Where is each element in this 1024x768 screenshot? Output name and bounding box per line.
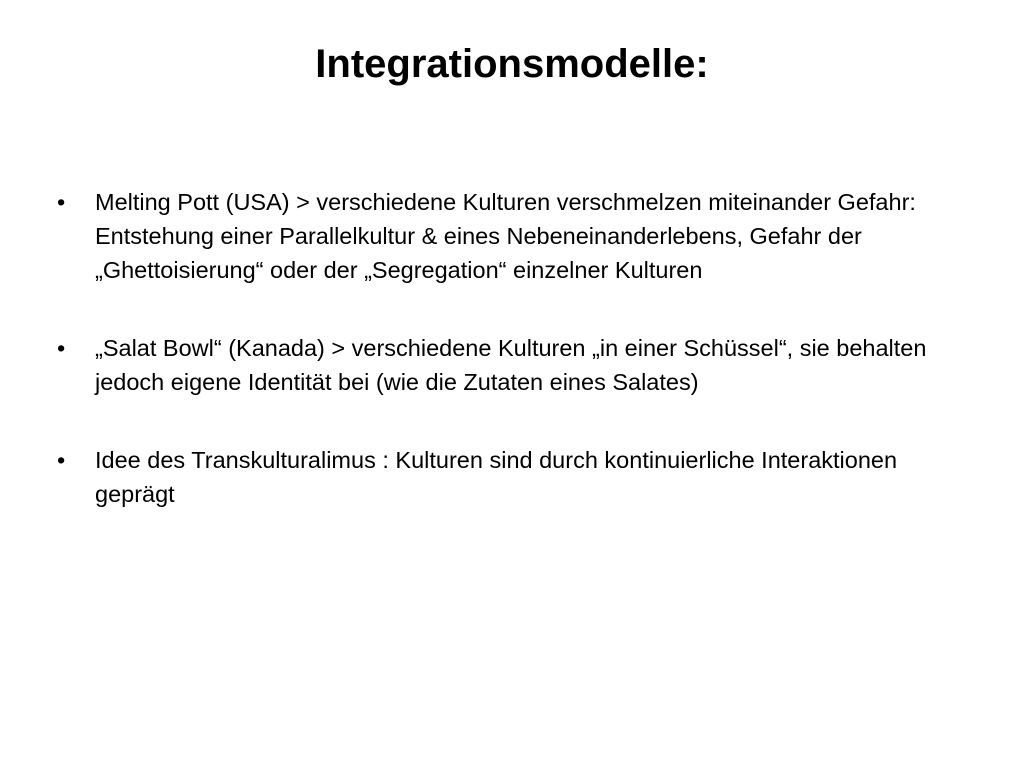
bullet-list bbox=[55, 185, 955, 511]
slide-title: Integrationsmodelle: bbox=[315, 42, 709, 86]
bullet-item-salad-bowl bbox=[55, 331, 955, 399]
bullet-dot-icon: • bbox=[57, 335, 66, 361]
bullet-dot-icon: • bbox=[57, 189, 66, 215]
bullet-text: Melting Pott (USA) > verschiedene Kulturen verschmelzen miteinander Gefahr: Entstehung einer Parallelkultur & eines Nebeneinanderlebens, Gefahr der „Ghettoisierung“ oder der „Segregation“ einzelner Kulturen bbox=[95, 189, 916, 283]
bullet-dot-icon: • bbox=[57, 447, 66, 473]
bullet-text: Idee des Transkulturalimus : Kulturen sind durch kontinuierliche Interaktionen geprägt bbox=[95, 447, 898, 507]
bullet-item-melting-pot bbox=[55, 185, 955, 287]
bullet-item-transculturalism bbox=[55, 443, 955, 511]
bullet-text: „Salat Bowl“ (Kanada) > verschiedene Kulturen „in einer Schüssel“, sie behalten jedoch eigene Identität bei (wie die Zutaten eines Salates) bbox=[95, 335, 927, 395]
